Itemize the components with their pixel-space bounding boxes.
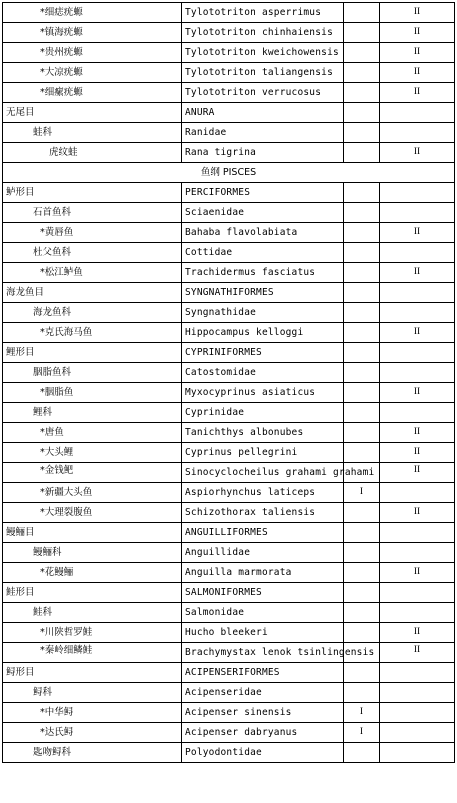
table-row (3, 83, 455, 103)
protection-level-i-cell (344, 663, 380, 683)
protection-level-ii-cell (380, 603, 455, 623)
protection-level-ii-cell (380, 343, 455, 363)
protection-level-i-cell: I (344, 703, 380, 723)
latin-name-cell: SALMONIFORMES (182, 583, 344, 603)
chinese-name-cell: *镇海疣螈 (3, 23, 182, 43)
table-row (3, 223, 455, 243)
protection-level-ii-cell (380, 183, 455, 203)
latin-name-cell (182, 463, 375, 483)
protection-level-ii-cell (380, 363, 455, 383)
table-row (3, 723, 455, 743)
protection-level-i-cell: I (344, 483, 380, 503)
table-row (3, 283, 455, 303)
protection-level-i-cell (344, 203, 380, 223)
protection-level-ii-cell (380, 723, 455, 743)
protection-level-ii-cell: II (380, 263, 455, 283)
protection-level-i-cell (344, 603, 380, 623)
chinese-name-cell: 鲟形目 (3, 663, 182, 683)
latin-name-cell: Syngnathidae (182, 303, 344, 323)
protection-level-ii-cell (380, 703, 455, 723)
protection-level-i-cell (344, 83, 380, 103)
chinese-name-cell: *克氏海马鱼 (3, 323, 182, 343)
table-row (3, 323, 455, 343)
table-row (3, 603, 455, 623)
table-row (3, 143, 455, 163)
latin-name-cell: Aspiorhynchus laticeps (182, 483, 344, 503)
latin-name-cell: SYNGNATHIFORMES (182, 283, 344, 303)
table-row (3, 23, 455, 43)
table-row (3, 183, 455, 203)
chinese-name-cell: 鳗鲡科 (3, 543, 182, 563)
chinese-name-cell: 海龙鱼科 (3, 303, 182, 323)
latin-name-cell: Polyodontidae (182, 743, 344, 763)
latin-name-cell: Rana tigrina (182, 143, 344, 163)
chinese-name-cell: *细瘰疣螈 (3, 83, 182, 103)
protection-level-ii-cell (380, 663, 455, 683)
table-row (3, 383, 455, 403)
protection-level-ii-cell (380, 483, 455, 503)
table-row (3, 3, 455, 23)
protection-level-ii-cell: II (380, 23, 455, 43)
protection-level-ii-cell: II (380, 143, 455, 163)
chinese-name-cell: *新疆大头鱼 (3, 483, 182, 503)
chinese-name-cell: 石首鱼科 (3, 203, 182, 223)
latin-name-cell: Anguillidae (182, 543, 344, 563)
table-row (3, 43, 455, 63)
protection-level-i-cell (344, 23, 380, 43)
protection-level-ii-cell: II (380, 643, 455, 663)
table-row (3, 123, 455, 143)
latin-name-cell: Cottidae (182, 243, 344, 263)
chinese-name-cell: *黄唇鱼 (3, 223, 182, 243)
protection-level-i-cell (344, 403, 380, 423)
protection-level-i-cell (344, 103, 380, 123)
protection-level-i-cell: I (344, 723, 380, 743)
protection-level-i-cell (344, 323, 380, 343)
table-row (3, 683, 455, 703)
protection-level-ii-cell: II (380, 3, 455, 23)
table-row (3, 743, 455, 763)
species-table-body (3, 3, 455, 763)
table-row (3, 643, 455, 663)
table-row (3, 263, 455, 283)
table-row (3, 363, 455, 383)
table-row (3, 243, 455, 263)
table-row (3, 103, 455, 123)
chinese-name-cell: *松江鲈鱼 (3, 263, 182, 283)
latin-name-cell: Myxocyprinus asiaticus (182, 383, 344, 403)
table-row (3, 563, 455, 583)
species-table (2, 2, 455, 763)
latin-name-cell: Sciaenidae (182, 203, 344, 223)
latin-name-cell: Anguilla marmorata (182, 563, 344, 583)
protection-level-ii-cell (380, 583, 455, 603)
chinese-name-cell: *大凉疣螈 (3, 63, 182, 83)
chinese-name-cell: 虎纹蛙 (3, 143, 182, 163)
table-row (3, 543, 455, 563)
protection-level-ii-cell: II (380, 43, 455, 63)
chinese-name-cell: 鲟科 (3, 683, 182, 703)
chinese-name-cell: *大理裂腹鱼 (3, 503, 182, 523)
chinese-name-cell: *唐鱼 (3, 423, 182, 443)
latin-name-cell: Trachidermus fasciatus (182, 263, 344, 283)
protection-level-ii-cell (380, 523, 455, 543)
protection-level-ii-cell (380, 743, 455, 763)
latin-name-cell: Tylototriton asperrimus (182, 3, 344, 23)
protection-level-ii-cell: II (380, 323, 455, 343)
table-row (3, 343, 455, 363)
section-label: 鱼纲 PISCES (3, 163, 455, 183)
protection-level-i-cell (344, 303, 380, 323)
protection-level-ii-cell: II (380, 83, 455, 103)
protection-level-ii-cell: II (380, 443, 455, 463)
latin-name-cell: ACIPENSERIFORMES (182, 663, 344, 683)
table-row (3, 203, 455, 223)
latin-name-cell: Hippocampus kelloggi (182, 323, 344, 343)
table-row (3, 623, 455, 643)
latin-name-cell: Tylototriton verrucosus (182, 83, 344, 103)
protection-level-ii-cell: II (380, 383, 455, 403)
protection-level-i-cell (344, 43, 380, 63)
protection-level-i-cell (344, 283, 380, 303)
protection-level-ii-cell: II (380, 503, 455, 523)
protection-level-i-cell (344, 623, 380, 643)
protection-level-ii-cell: II (380, 463, 455, 483)
chinese-name-cell: 鲑形目 (3, 583, 182, 603)
protection-level-i-cell (344, 563, 380, 583)
latin-name-cell: Tanichthys albonubes (182, 423, 344, 443)
chinese-name-cell: *大头鲤 (3, 443, 182, 463)
latin-name-cell: Acipenseridae (182, 683, 344, 703)
chinese-name-cell: 鲤科 (3, 403, 182, 423)
latin-name-cell: Ranidae (182, 123, 344, 143)
chinese-name-cell: *贵州疣螈 (3, 43, 182, 63)
table-row (3, 403, 455, 423)
protection-level-ii-cell: II (380, 563, 455, 583)
protection-level-i-cell (344, 743, 380, 763)
protection-level-i-cell (344, 63, 380, 83)
section-header-row (3, 163, 455, 183)
protection-level-ii-cell (380, 683, 455, 703)
latin-name-cell: Tylototriton taliangensis (182, 63, 344, 83)
protection-level-i-cell (344, 143, 380, 163)
latin-name-cell: Acipenser dabryanus (182, 723, 344, 743)
protection-level-ii-cell (380, 123, 455, 143)
latin-name-cell: Schizothorax taliensis (182, 503, 344, 523)
table-row (3, 423, 455, 443)
latin-name-cell: ANGUILLIFORMES (182, 523, 344, 543)
table-row (3, 703, 455, 723)
chinese-name-cell: 匙吻鲟科 (3, 743, 182, 763)
protection-level-ii-cell (380, 303, 455, 323)
chinese-name-cell: *川陕哲罗鲑 (3, 623, 182, 643)
chinese-name-cell: *细痣疣螈 (3, 3, 182, 23)
table-row (3, 483, 455, 503)
chinese-name-cell: 鲤形目 (3, 343, 182, 363)
protection-level-ii-cell (380, 103, 455, 123)
protection-level-i-cell (344, 363, 380, 383)
chinese-name-cell: *中华鲟 (3, 703, 182, 723)
latin-name-cell: Hucho bleekeri (182, 623, 344, 643)
protection-level-i-cell (344, 443, 380, 463)
chinese-name-cell: *达氏鲟 (3, 723, 182, 743)
latin-name-cell: Tylototriton chinhaiensis (182, 23, 344, 43)
latin-name-cell: Cyprinus pellegrini (182, 443, 344, 463)
protection-level-i-cell (344, 223, 380, 243)
chinese-name-cell: 胭脂鱼科 (3, 363, 182, 383)
chinese-name-cell: 鳗鲡目 (3, 523, 182, 543)
protection-level-ii-cell (380, 543, 455, 563)
protection-level-i-cell (344, 263, 380, 283)
table-row (3, 523, 455, 543)
table-row (3, 583, 455, 603)
protection-level-i-cell (344, 503, 380, 523)
protection-level-ii-cell (380, 243, 455, 263)
latin-name-cell: Bahaba flavolabiata (182, 223, 344, 243)
protection-level-i-cell (344, 523, 380, 543)
protection-level-i-cell (344, 423, 380, 443)
chinese-name-cell: 杜父鱼科 (3, 243, 182, 263)
chinese-name-cell: *胭脂鱼 (3, 383, 182, 403)
table-row (3, 663, 455, 683)
latin-name-cell: Tylototriton kweichowensis (182, 43, 344, 63)
chinese-name-cell: 无尾目 (3, 103, 182, 123)
protection-level-i-cell (344, 343, 380, 363)
chinese-name-cell: 鲈形目 (3, 183, 182, 203)
chinese-name-cell: 海龙鱼目 (3, 283, 182, 303)
chinese-name-cell: *秦岭细鳞鲑 (3, 643, 182, 663)
table-row (3, 463, 455, 483)
protection-level-i-cell (344, 183, 380, 203)
protection-level-i-cell (344, 3, 380, 23)
latin-name-text: Brachymystax lenok tsinlingensis (185, 647, 375, 658)
table-row (3, 503, 455, 523)
latin-name-cell: CYPRINIFORMES (182, 343, 344, 363)
protection-level-i-cell (344, 583, 380, 603)
table-row (3, 443, 455, 463)
latin-name-cell: Salmonidae (182, 603, 344, 623)
latin-name-cell: Acipenser sinensis (182, 703, 344, 723)
latin-name-text: Sinocyclocheilus grahami grahami (185, 467, 375, 478)
latin-name-cell: Catostomidae (182, 363, 344, 383)
protection-level-ii-cell: II (380, 623, 455, 643)
protection-level-i-cell (344, 383, 380, 403)
protection-level-i-cell (344, 543, 380, 563)
protection-level-ii-cell: II (380, 63, 455, 83)
table-row (3, 63, 455, 83)
protection-level-ii-cell (380, 203, 455, 223)
latin-name-cell: Cyprinidae (182, 403, 344, 423)
protection-level-ii-cell: II (380, 423, 455, 443)
table-row (3, 303, 455, 323)
latin-name-cell: PERCIFORMES (182, 183, 344, 203)
protection-level-ii-cell: II (380, 223, 455, 243)
latin-name-cell (182, 643, 375, 663)
chinese-name-cell: 蛙科 (3, 123, 182, 143)
protection-level-ii-cell (380, 283, 455, 303)
protection-level-i-cell (344, 243, 380, 263)
chinese-name-cell: *花鳗鲡 (3, 563, 182, 583)
chinese-name-cell: *金钱鲃 (3, 463, 182, 483)
latin-name-cell: ANURA (182, 103, 344, 123)
protection-level-ii-cell (380, 403, 455, 423)
chinese-name-cell: 鲑科 (3, 603, 182, 623)
protection-level-i-cell (344, 683, 380, 703)
protection-level-i-cell (344, 123, 380, 143)
